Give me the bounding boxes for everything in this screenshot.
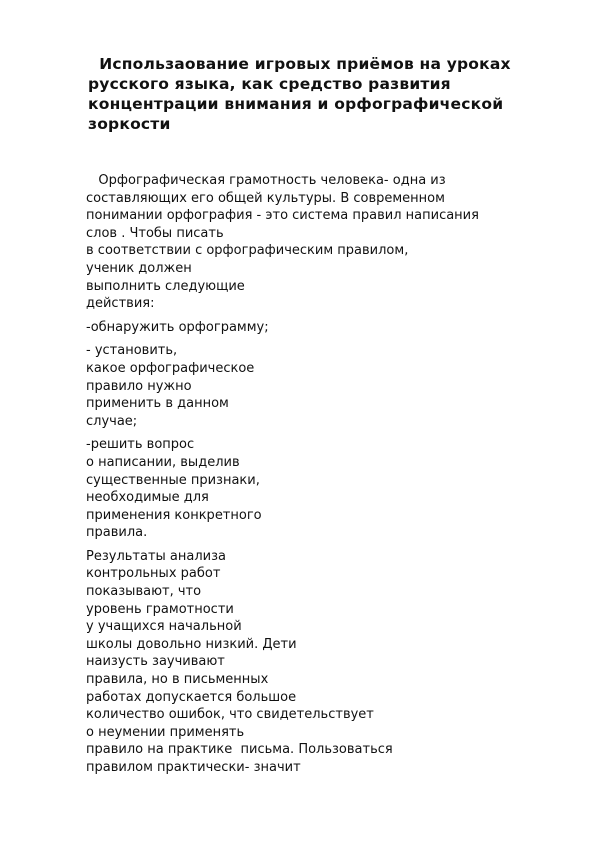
paragraph-step-3: [86, 436, 526, 542]
text-line: понимании орфография - это система правил написания: [86, 208, 479, 224]
text-line: действия:: [86, 296, 155, 312]
text-line: применить в данном: [86, 396, 229, 412]
text-line: правило нужно: [86, 378, 192, 394]
text-line: о написании, выделив: [86, 454, 240, 470]
paragraph-intro: [86, 172, 526, 313]
paragraph-step-2: [86, 342, 526, 430]
text-line: школы довольно низкий. Дети: [86, 636, 297, 652]
text-line: количество ошибок, что свидетельствует: [86, 707, 374, 723]
text-line: слов . Чтобы писать: [86, 225, 224, 241]
document-title: [88, 54, 528, 134]
text-line: работах допускается большое: [86, 689, 297, 705]
document-body: [86, 172, 526, 777]
text-line: показывают, что: [86, 584, 202, 600]
text-line: о неумении применять: [86, 724, 245, 740]
text-line: случае;: [86, 413, 138, 429]
text-line: Орфографическая грамотность человека- одна из: [86, 173, 446, 188]
text-line: уровень грамотности: [86, 601, 234, 617]
title-line: концентрации внимания и орфографической: [88, 95, 504, 113]
title-line: зоркости: [88, 115, 171, 133]
title-line: русского языка, как средство развития: [88, 75, 451, 93]
text-line: ученик должен: [86, 260, 192, 276]
text-line: Результаты анализа: [86, 548, 226, 564]
text-line: контрольных работ: [86, 566, 221, 582]
text-line: правила.: [86, 525, 148, 541]
text-line: существенные признаки,: [86, 472, 260, 488]
text-line: какое орфографическое: [86, 360, 255, 376]
text-line: составляющих его общей культуры. В современном: [86, 190, 445, 206]
title-line: Использаование игровых приёмов на уроках: [88, 55, 511, 73]
text-line: правила, но в письменных: [86, 672, 269, 688]
text-line: у учащихся начальной: [86, 619, 242, 635]
text-line: правилом практически- значит: [86, 760, 301, 775]
paragraph-results: [86, 548, 526, 777]
text-line: наизусть заучивают: [86, 654, 225, 670]
text-line: -решить вопрос: [86, 437, 195, 453]
text-line: -обнаружить орфограмму;: [86, 319, 269, 335]
paragraph-step-1: [86, 319, 526, 337]
text-line: выполнить следующие: [86, 278, 245, 294]
text-line: в соответствии с орфографическим правилом,: [86, 243, 409, 259]
text-line: применения конкретного: [86, 507, 262, 523]
text-line: правило на практике письма. Пользоваться: [86, 742, 393, 758]
text-line: - установить,: [86, 343, 178, 359]
text-line: необходимые для: [86, 490, 209, 506]
